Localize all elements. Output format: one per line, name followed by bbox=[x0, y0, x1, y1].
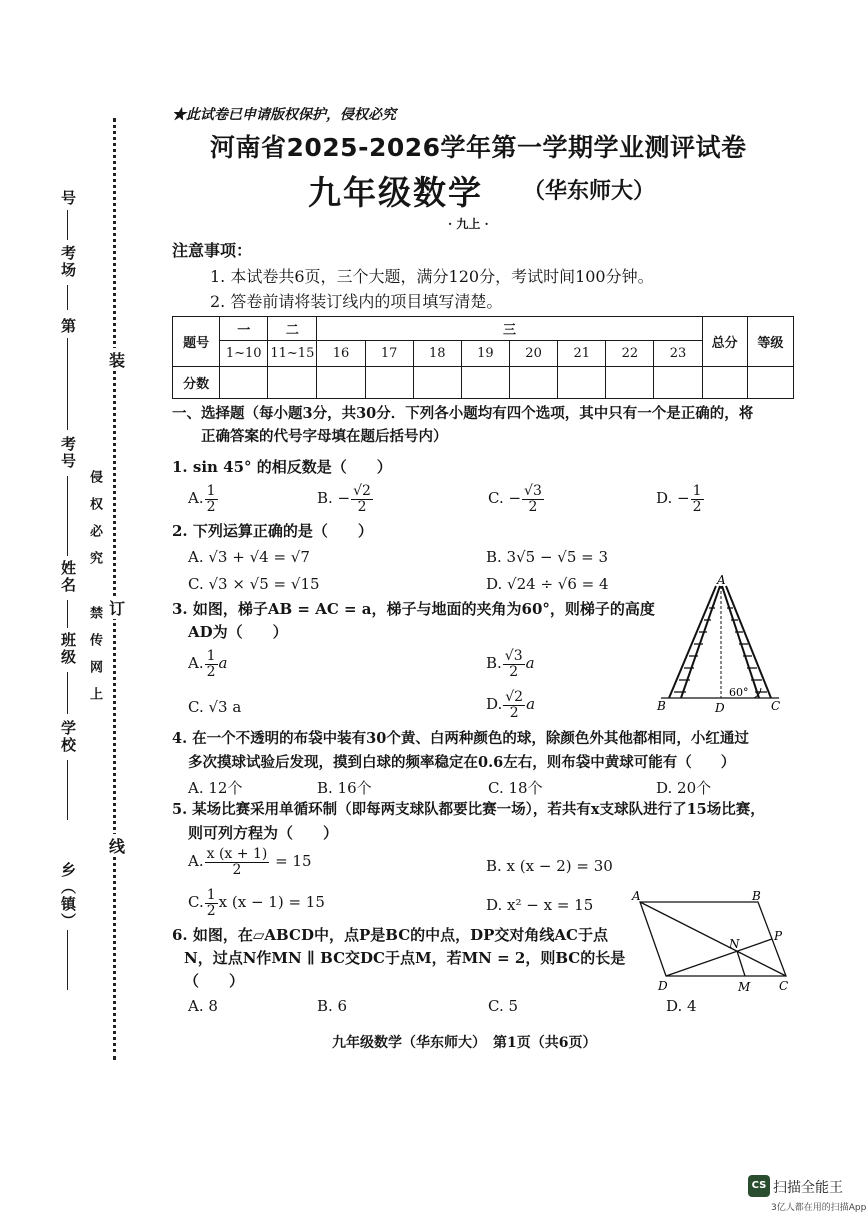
score-cell bbox=[317, 367, 365, 399]
margin-label-xingming: 姓名 bbox=[59, 560, 77, 594]
denominator: 2 bbox=[232, 861, 242, 878]
ladder-left-inner bbox=[681, 586, 720, 698]
margin-label-xuexiao: 学校 bbox=[59, 720, 77, 754]
numerator: √3 bbox=[524, 483, 542, 499]
table-col: 17 bbox=[365, 341, 413, 367]
score-cell bbox=[268, 367, 317, 399]
option-label: C. − bbox=[488, 489, 522, 508]
fraction bbox=[503, 690, 525, 720]
table-group-2: 二 bbox=[268, 317, 317, 341]
question-6-stem-paren: （ ） bbox=[184, 972, 245, 990]
table-col: 21 bbox=[558, 341, 606, 367]
question-1-option-b bbox=[317, 484, 374, 514]
denominator: 2 bbox=[528, 498, 538, 515]
option-label: A. bbox=[188, 654, 204, 673]
option-label: B. − bbox=[317, 489, 351, 508]
table-col: 22 bbox=[606, 341, 654, 367]
table-col: 20 bbox=[510, 341, 558, 367]
denominator: 2 bbox=[509, 704, 519, 721]
numerator: √3 bbox=[504, 648, 523, 664]
variable-a: a bbox=[218, 654, 228, 673]
margin-blank-line bbox=[67, 760, 68, 820]
score-cell bbox=[702, 367, 747, 399]
question-2-option-d: D. √24 ÷ √6 = 4 bbox=[486, 575, 609, 593]
ladder-right-outer bbox=[726, 586, 771, 698]
numerator: 1 bbox=[206, 648, 216, 664]
notice-item: 2. 答卷前请将装订线内的项目填写清楚。 bbox=[210, 292, 503, 311]
denominator: 2 bbox=[692, 498, 702, 515]
fraction bbox=[522, 484, 544, 514]
margin-zhuang: 装 bbox=[109, 348, 125, 371]
subject-title: 九年级数学 bbox=[308, 173, 483, 212]
question-6-stem: 6. 如图，在▱ABCD中，点P是BC的中点，DP交对角线AC于点 bbox=[172, 926, 608, 944]
point-label-m: M bbox=[738, 980, 751, 994]
question-5-option-b: B. x (x − 2) = 30 bbox=[486, 857, 613, 875]
numerator: x (x + 1) bbox=[206, 846, 268, 862]
question-2-option-b: B. 3√5 − √5 = 3 bbox=[486, 548, 609, 566]
question-2-option-a: A. √3 + √4 = √7 bbox=[188, 548, 310, 566]
margin-blank-line bbox=[67, 285, 68, 310]
section-heading-cont: 正确答案的代号字母填在题后括号内） bbox=[201, 428, 448, 445]
section-heading: 一、选择题（每小题3分，共30分．下列各小题均有四个选项，其中只有一个是正确的，将 bbox=[172, 405, 754, 422]
table-group-1: 一 bbox=[220, 317, 268, 341]
margin-qinquan: 侵权必究 bbox=[87, 470, 102, 578]
question-3-option-c: C. √3 a bbox=[188, 698, 242, 716]
table-col: 19 bbox=[461, 341, 509, 367]
ladder-right-inner bbox=[722, 586, 759, 698]
point-label-c: C bbox=[779, 979, 789, 993]
question-6-option-a: A. 8 bbox=[188, 997, 218, 1015]
score-cell bbox=[461, 367, 509, 399]
table-col: 18 bbox=[413, 341, 461, 367]
margin-label-hao: 号 bbox=[59, 190, 77, 207]
numerator: 1 bbox=[206, 483, 216, 499]
score-cell bbox=[220, 367, 268, 399]
segment-dp bbox=[666, 939, 772, 976]
table-col: 16 bbox=[317, 341, 365, 367]
question-4-stem-cont: 多次摸球试验后发现，摸到白球的频率稳定在0.6左右，则布袋中黄球可能有（ ） bbox=[188, 754, 736, 771]
score-cell bbox=[747, 367, 793, 399]
option-label: D. bbox=[486, 695, 503, 714]
table-col: 23 bbox=[654, 341, 702, 367]
denominator: 2 bbox=[206, 663, 216, 680]
score-cell bbox=[413, 367, 461, 399]
margin-blank-line bbox=[67, 600, 68, 628]
point-label-c: C bbox=[771, 699, 781, 713]
margin-label-xiangzhen: 乡（镇） bbox=[59, 862, 77, 930]
fraction bbox=[351, 484, 373, 514]
point-label-a: A bbox=[717, 573, 726, 587]
table-col: 11~15 bbox=[268, 341, 317, 367]
question-2-option-c: C. √3 × √5 = √15 bbox=[188, 575, 320, 593]
question-5-stem: 5. 某场比赛采用单循环制（即每两支球队都要比赛一场），若共有x支球队进行了15场比赛， bbox=[172, 801, 765, 818]
option-label: A. bbox=[188, 489, 204, 508]
page-footer: 九年级数学（华东师大） 第1页（共6页） bbox=[332, 1035, 597, 1051]
notice-title: 注意事项： bbox=[172, 241, 253, 260]
denominator: 2 bbox=[509, 663, 519, 680]
question-5-option-c bbox=[188, 888, 325, 918]
point-label-n: N bbox=[729, 937, 740, 951]
numerator: √2 bbox=[505, 689, 524, 705]
point-label-p: P bbox=[774, 929, 783, 943]
question-5-option-d: D. x² − x = 15 bbox=[486, 896, 594, 914]
question-1-option-d bbox=[656, 484, 705, 514]
margin-blank-line bbox=[67, 930, 68, 990]
option-label: C. bbox=[188, 893, 204, 912]
numerator: √2 bbox=[353, 483, 371, 499]
question-3-option-b bbox=[486, 649, 535, 679]
question-1-option-a bbox=[188, 484, 219, 514]
point-label-d: D bbox=[658, 979, 668, 993]
point-label-b: B bbox=[657, 699, 666, 713]
angle-label: 60° bbox=[729, 686, 749, 699]
copyright-notice: ★此试卷已申请版权保护，侵权必究 bbox=[172, 107, 396, 123]
question-3-option-d bbox=[486, 690, 535, 720]
denominator: 2 bbox=[206, 498, 216, 515]
question-4-option-a: A. 12个 bbox=[188, 779, 243, 797]
equation-rhs: x (x − 1) = 15 bbox=[218, 893, 325, 912]
question-3-stem-cont: AD为（ ） bbox=[188, 623, 288, 641]
numerator: 1 bbox=[692, 483, 702, 499]
edition-label: （华东师大） bbox=[523, 178, 656, 204]
margin-blank-line bbox=[67, 672, 68, 714]
binding-dotted-line bbox=[113, 118, 116, 1060]
score-cell bbox=[558, 367, 606, 399]
question-3-option-a bbox=[188, 649, 227, 679]
scanner-tagline: 3亿人都在用的扫描App bbox=[771, 1203, 867, 1213]
margin-label-kaochang: 考场 bbox=[59, 245, 77, 279]
fraction bbox=[205, 649, 218, 679]
question-1-stem: 1. sin 45° 的相反数是（ ） bbox=[172, 458, 392, 476]
margin-label-di: 第 bbox=[59, 318, 77, 335]
table-group-3: 三 bbox=[317, 317, 702, 341]
margin-blank-line bbox=[67, 338, 68, 430]
option-label: A. bbox=[188, 852, 204, 871]
margin-label-kaohao: 考号 bbox=[59, 436, 77, 470]
score-cell bbox=[365, 367, 413, 399]
margin-ding: 订 bbox=[109, 596, 125, 619]
fraction bbox=[503, 649, 525, 679]
ladder-left-outer bbox=[669, 586, 716, 698]
fraction bbox=[205, 847, 270, 877]
parallelogram-figure bbox=[626, 888, 801, 994]
question-4-stem: 4. 在一个不透明的布袋中装有30个黄、白两种颜色的球，除颜色外其他都相同，小红通过 bbox=[172, 730, 749, 747]
question-5-stem-cont: 则可列方程为（ ） bbox=[188, 824, 339, 842]
question-4-option-d: D. 20个 bbox=[656, 779, 712, 797]
table-header-fenshu: 分数 bbox=[173, 367, 220, 399]
table-header-tihao: 题号 bbox=[173, 317, 220, 367]
score-table bbox=[172, 316, 794, 399]
question-4-option-b: B. 16个 bbox=[317, 779, 372, 797]
question-4-option-c: C. 18个 bbox=[488, 779, 543, 797]
ladder-figure bbox=[655, 572, 785, 718]
question-6-option-d: D. 4 bbox=[666, 997, 697, 1015]
question-2-stem: 2. 下列运算正确的是（ ） bbox=[172, 522, 373, 540]
table-col: 1~10 bbox=[220, 341, 268, 367]
variable-a: a bbox=[526, 695, 536, 714]
notice-item: 1. 本试卷共6页，三个大题，满分120分，考试时间100分钟。 bbox=[210, 267, 654, 286]
question-6-option-b: B. 6 bbox=[317, 997, 348, 1015]
table-header-grade: 等级 bbox=[747, 317, 793, 367]
question-3-stem: 3. 如图，梯子AB = AC = a，梯子与地面的夹角为60°，则梯子的高度 bbox=[172, 600, 655, 618]
question-5-option-a bbox=[188, 847, 312, 877]
term-label: · 九上 · bbox=[448, 217, 489, 231]
score-cell bbox=[654, 367, 702, 399]
point-label-b: B bbox=[752, 889, 761, 903]
point-label-d: D bbox=[715, 701, 725, 715]
score-cell bbox=[510, 367, 558, 399]
margin-blank-line bbox=[67, 210, 68, 240]
margin-blank-line bbox=[67, 476, 68, 556]
fraction bbox=[205, 484, 218, 514]
question-1-option-c bbox=[488, 484, 545, 514]
margin-xian: 线 bbox=[109, 834, 125, 857]
question-6-option-c: C. 5 bbox=[488, 997, 519, 1015]
exam-title: 河南省2025-2026学年第一学期学业测评试卷 bbox=[210, 133, 747, 162]
scanner-logo-icon: CS bbox=[748, 1175, 770, 1197]
numerator: 1 bbox=[206, 887, 216, 903]
option-label: B. bbox=[486, 654, 502, 673]
equation-rhs: = 15 bbox=[275, 852, 312, 871]
point-label-a: A bbox=[632, 889, 641, 903]
scanner-app-name: 扫描全能王 bbox=[773, 1180, 843, 1196]
question-6-stem-cont: N，过点N作MN ∥ BC交DC于点M，若MN = 2，则BC的长是 bbox=[184, 949, 626, 967]
margin-jinchuan: 禁传网上 bbox=[87, 606, 102, 714]
denominator: 2 bbox=[206, 902, 216, 919]
fraction bbox=[691, 484, 704, 514]
fraction bbox=[205, 888, 218, 918]
variable-a: a bbox=[525, 654, 535, 673]
option-label: D. − bbox=[656, 489, 690, 508]
denominator: 2 bbox=[357, 498, 367, 515]
margin-label-banji: 班级 bbox=[59, 632, 77, 666]
table-header-total: 总分 bbox=[702, 317, 747, 367]
score-cell bbox=[606, 367, 654, 399]
